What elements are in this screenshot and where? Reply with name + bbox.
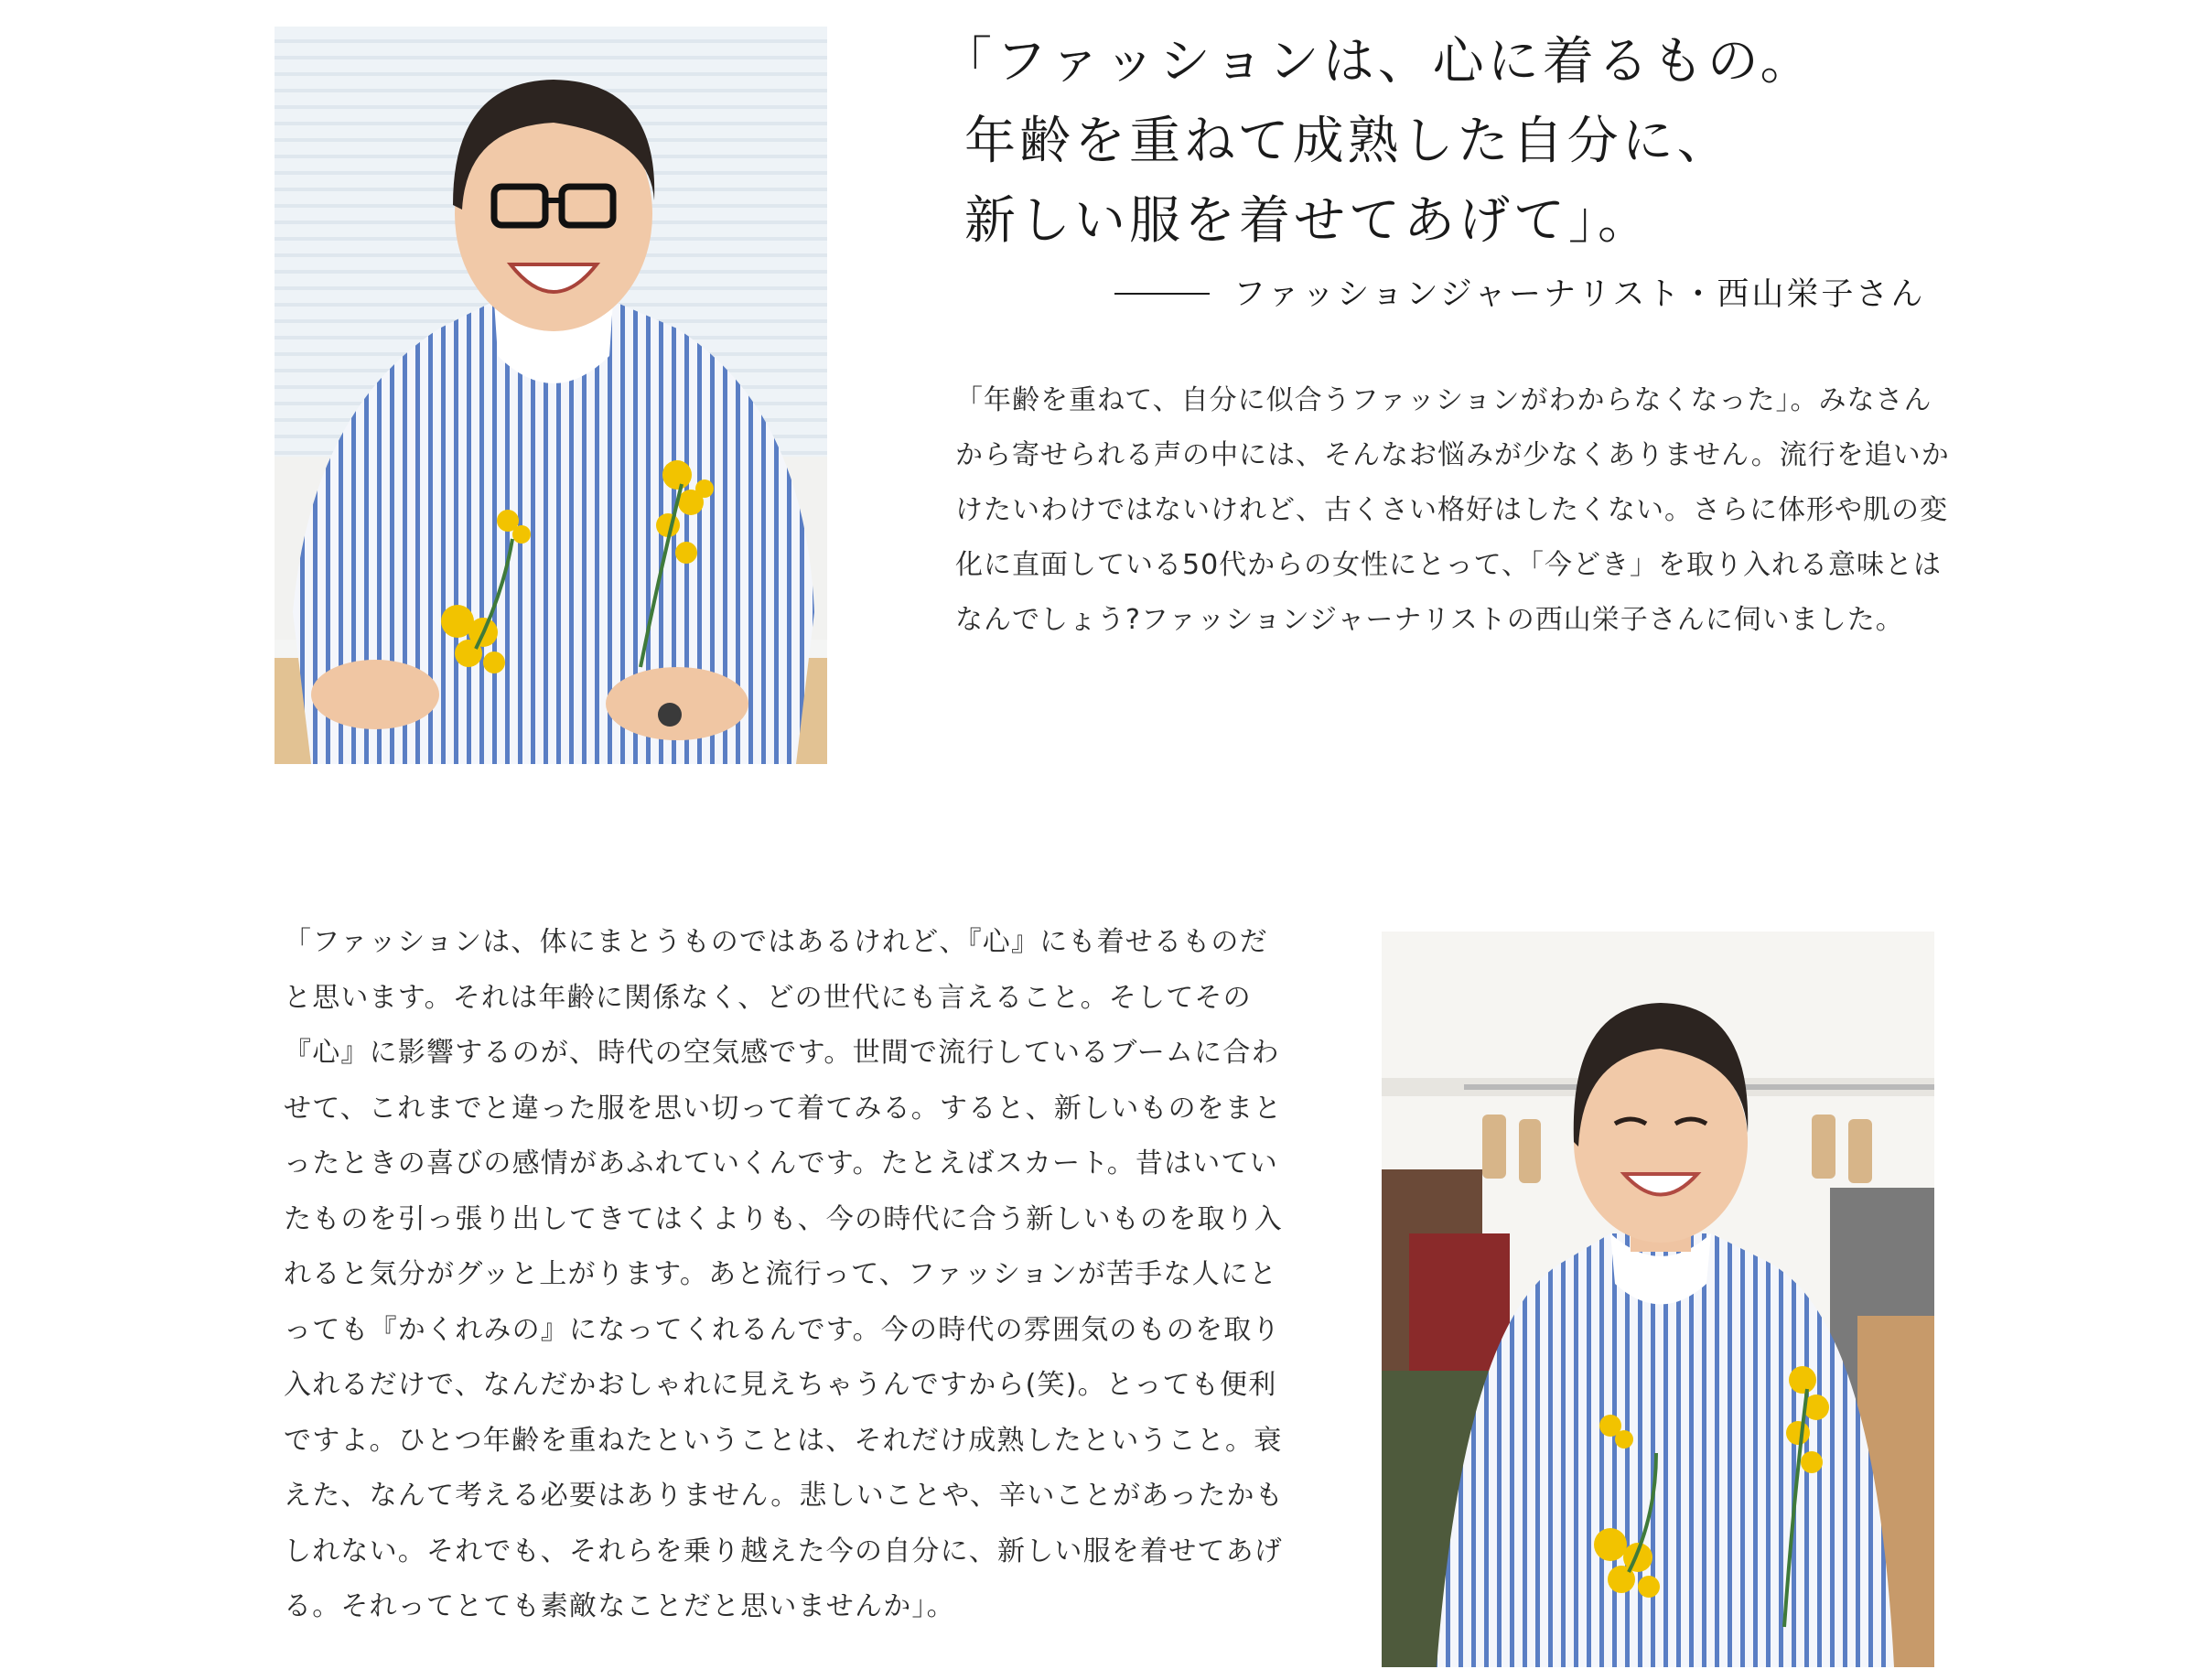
portrait-photo-seated <box>274 27 827 764</box>
headline-line-3: 新しい服を着せてあげて」。 <box>964 191 1652 251</box>
attribution-dash <box>1114 293 1210 295</box>
headline-line-2: 年齢を重ねて成熟した自分に、 <box>964 112 1732 171</box>
portrait-photo-standing <box>1382 932 1934 1667</box>
intro-text: 「年齢を重ねて、自分に似合うファッションがわからなくなった」。みなさんから寄せられる声の中には、そんなお悩みが少なくありません。流行を追いかけたいわけではないけれど、古くさい格好はしたくない。さらに体形や肌の変化に直面している50代からの女性にとって、「今どき」を取り入れる意味とはなんでしょう?ファッションジャーナリストの西山栄子さんに伺いました。 <box>955 384 1950 636</box>
body-text: 「ファッションは、体にまとうものではあるけれど、『心』にも着せるものだと思います。それは年齢に関係なく、どの世代にも言えること。そしてその『心』に影響するのが、時代の空気感です。世間で流行しているブームに合わせて、これまでと違った服を思い切って着てみる。すると、新しいものをまとったときの喜びの感情があふれていくんです。たとえばスカート。昔はいていたものを引っ張り出してきてはくよりも、今の時代に合う新しいものを取り入れると気分がグッと上がります。あと流行って、ファッションが苦手な人にとっても『かくれみの』になってくれるんです。今の時代の雰囲気のものを取り入れるだけで、なんだかおしゃれに見えちゃうんですから(笑)。とっても便利ですよ。ひとつ年齢を重ねたということは、それだけ成熟したということ。衰えた、なんて考える必要はありません。悲しいことや、辛いことがあったかもしれない。それでも、それらを乗り越えた今の自分に、新しい服を着せてあげる。それってとても素敵なことだと思いませんか」。 <box>284 926 1284 1622</box>
quote-attribution <box>1114 267 1938 322</box>
attribution-name: ファッションジャーナリスト・西山栄子さん <box>1233 276 1926 313</box>
intro-paragraph <box>955 373 1953 648</box>
body-paragraph <box>284 915 1296 1635</box>
headline-quote <box>941 22 1965 261</box>
headline-line-1: 「ファッションは、心に着るもの。 <box>941 32 1815 92</box>
